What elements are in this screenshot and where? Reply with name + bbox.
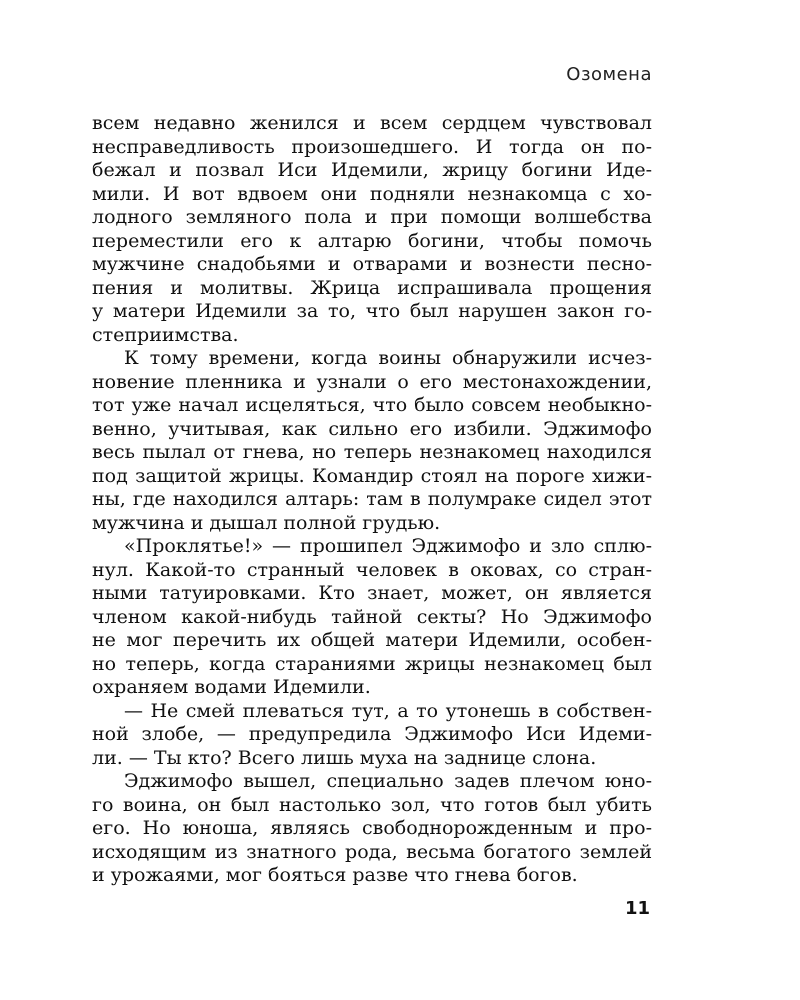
text-line: охраняем водами Идемили. xyxy=(92,676,371,698)
text-line: пения и молитвы. Жрица испрашивала прощения xyxy=(92,276,652,299)
text-line: го воина, он был настолько зол, что готов был убить xyxy=(92,793,652,816)
text-line: венно, учитывая, как сильно его избили. Эджимофо xyxy=(92,417,652,440)
text-line: нул. Какой-то странный человек в оковах, со стран- xyxy=(92,558,652,581)
paragraph xyxy=(92,112,652,347)
text-line: ной злобе, — предупредила Эджимофо Иси Идеми- xyxy=(92,723,652,745)
text-line: у матери Идемили за то, что был нарушен закон го- xyxy=(92,300,652,322)
text-line: К тому времени, когда воины обнаружили исчез- xyxy=(124,347,652,369)
text-line: членом какой-нибудь тайной секты? Но Эджимофо xyxy=(92,605,652,628)
text-line: новение пленника и узнали о его местонахождении, xyxy=(92,370,652,393)
text-line: но теперь, когда стараниями жрицы незнакомец был xyxy=(92,652,652,675)
text-line: степриимства. xyxy=(92,323,239,346)
text-line: ными татуировками. Кто знает, может, он является xyxy=(92,582,652,604)
paragraph xyxy=(92,535,652,700)
page-number: 11 xyxy=(624,898,650,919)
text-line: «Проклятье!» — прошипел Эджимофо и зло сплю- xyxy=(124,535,652,557)
text-line: не мог перечить их общей матери Идемили, особен- xyxy=(92,629,652,651)
text-line: — Не смей плеваться тут, а то утонешь в собствен- xyxy=(124,699,652,722)
text-line: лодного земляного пола и при помощи волшебства xyxy=(92,206,652,228)
text-line: всем недавно женился и всем сердцем чувствовал xyxy=(92,112,652,134)
text-line: и урожаями, мог бояться разве что гнева богов. xyxy=(92,864,578,886)
text-line: ли. — Ты кто? Всего лишь муха на заднице слона. xyxy=(92,746,597,769)
running-head: Озомена xyxy=(566,64,652,85)
text-line: переместили его к алтарю богини, чтобы помочь xyxy=(92,229,652,252)
paragraph xyxy=(92,347,652,535)
text-line: бежал и позвал Иси Идемили, жрицу богини Иде- xyxy=(92,159,652,181)
text-line: тот уже начал исцеляться, что было совсем необыкно- xyxy=(92,394,652,416)
body-text xyxy=(92,112,652,888)
text-line: весь пылал от гнева, но теперь незнакомец находился xyxy=(92,441,652,463)
text-line: несправедливость произошедшего. И тогда он по- xyxy=(92,135,652,158)
text-line: ны, где находился алтарь: там в полумраке сидел этот xyxy=(92,488,652,510)
text-line: под защитой жрицы. Командир стоял на пороге хижи- xyxy=(92,464,652,487)
text-line: мили. И вот вдвоем они подняли незнакомца с хо- xyxy=(92,182,652,205)
text-line: исходящим из знатного рода, весьма богатого землей xyxy=(92,840,652,863)
paragraph xyxy=(92,700,652,771)
text-line: Эджимофо вышел, специально задев плечом юно- xyxy=(124,770,652,792)
text-line: мужчине снадобьями и отварами и вознести песно- xyxy=(92,253,652,275)
paragraph xyxy=(92,770,652,888)
text-line: его. Но юноша, являясь свободнорожденным и про- xyxy=(92,817,652,839)
text-line: мужчина и дышал полной грудью. xyxy=(92,511,441,534)
